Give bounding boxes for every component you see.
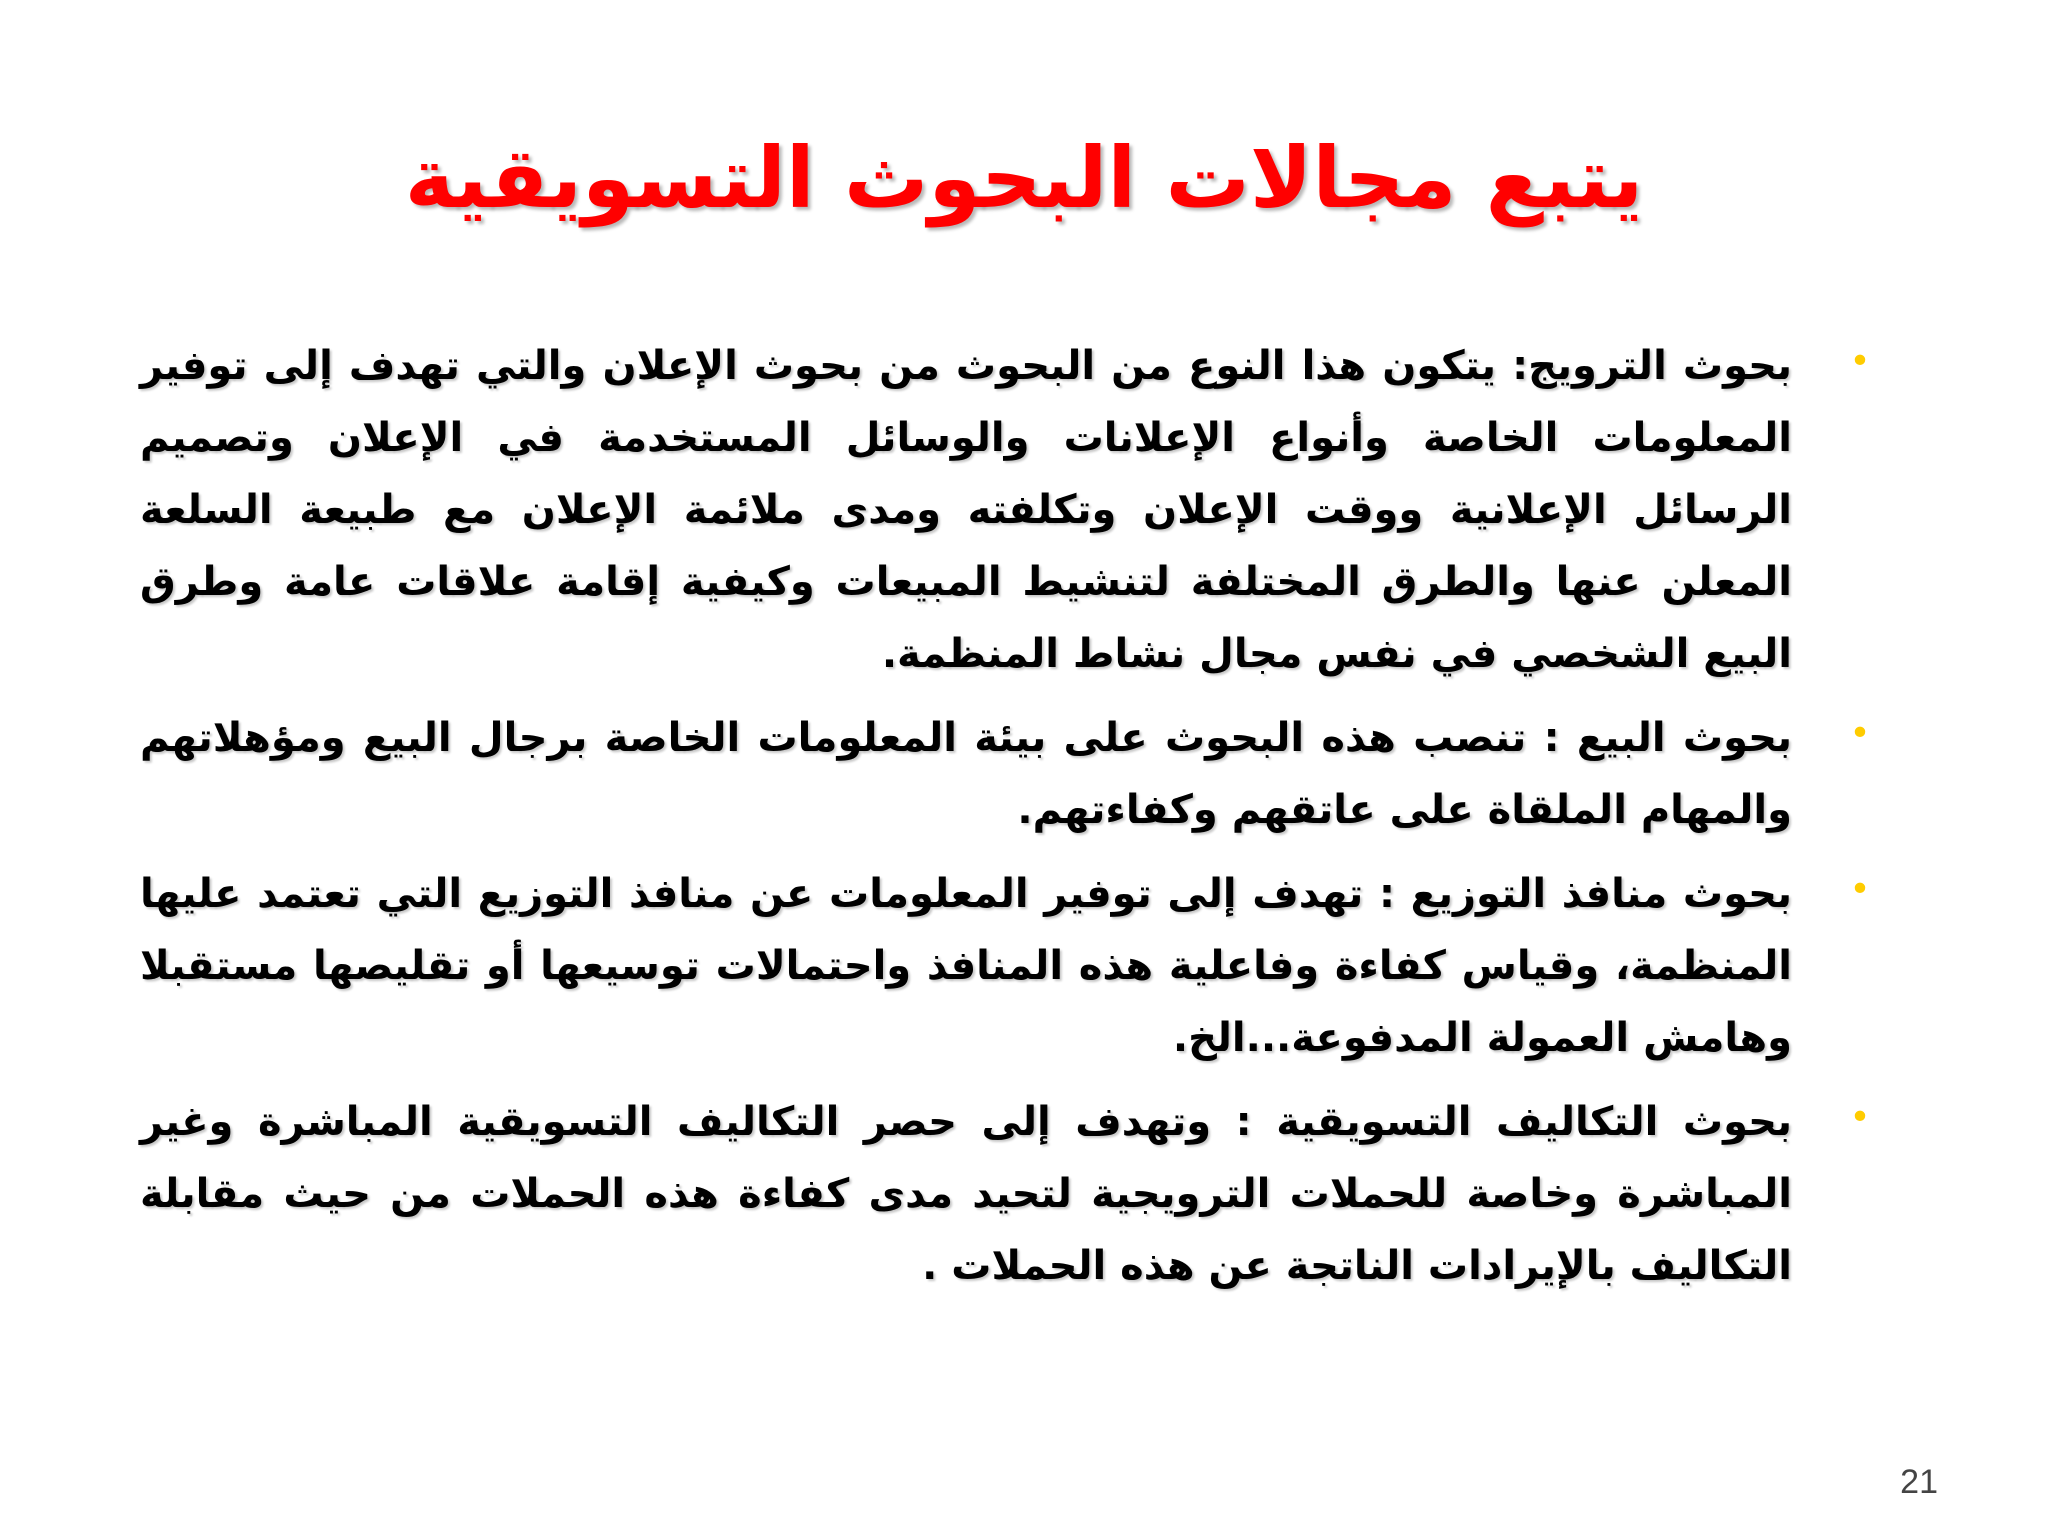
bullet-item [140, 702, 1880, 846]
bullet-dot-icon: • [1849, 341, 1871, 382]
bullet-text: بحوث الترويج: يتكون هذا النوع من البحوث من بحوث الإعلان والتي تهدف إلى توفير المعلومات الخاصة وأنواع الإعلانات والوسائل المستخدمة في الإعلان وتصميم الرسائل الإعلانية ووقت الإعلان وتكلفته ومدى ملائمة الإعلان مع طبيعة السلعة المعلن عنها والطرق المختلفة لتنشيط المبيعات وكيفية إقامة علاقات عامة وطرق البيع الشخصي في نفس مجال نشاط المنظمة. [140, 343, 1792, 677]
bullet-text: بحوث التكاليف التسويقية : وتهدف إلى حصر التكاليف التسويقية المباشرة وغير المباشرة وخاصة للحملات الترويجية لتحيد مدى كفاءة هذه الحملات من حيث مقابلة التكاليف بالإيرادات الناتجة عن هذه الحملات . [140, 1099, 1792, 1289]
bullet-item [140, 330, 1880, 690]
bullet-text: بحوث البيع : تنصب هذه البحوث على بيئة المعلومات الخاصة برجال البيع ومؤهلاتهم والمهام الملقاة على عاتقهم وكفاءتهم. [140, 715, 1792, 833]
bullet-dot-icon: • [1849, 869, 1871, 910]
page-number: 21 [1900, 1463, 1938, 1501]
bullet-item [140, 858, 1880, 1074]
bullet-list [140, 330, 1880, 1314]
bullet-text: بحوث منافذ التوزيع : تهدف إلى توفير المعلومات عن منافذ التوزيع التي تعتمد عليها المنظمة، وقياس كفاءة وفاعلية هذه المنافذ واحتمالات توسيعها أو تقليصها مستقبلا وهامش العمولة المدفوعة...الخ. [140, 871, 1792, 1061]
bullet-dot-icon: • [1849, 1097, 1871, 1138]
bullet-dot-icon: • [1849, 713, 1871, 754]
slide-title: يتبع مجالات البحوث التسويقية [404, 129, 1644, 227]
bullet-item [140, 1086, 1880, 1302]
